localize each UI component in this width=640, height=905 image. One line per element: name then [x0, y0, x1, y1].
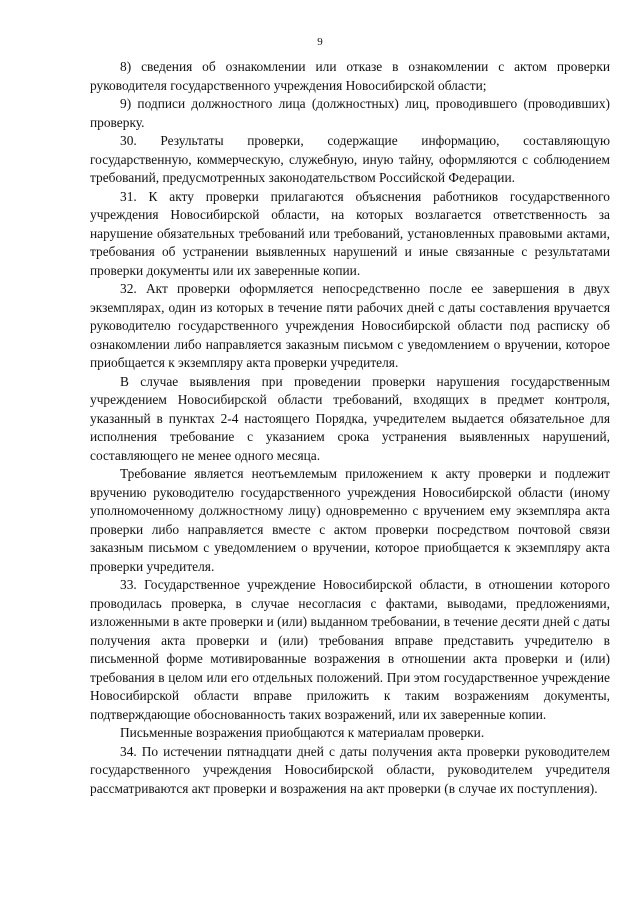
paragraph-32: 32. Акт проверки оформляется непосредственно после ее завершения в двух экземплярах, один из которых в течение пяти рабочих дней с даты составления вручается руководителю государственного учреждения Новосибирской области под расписку об ознакомлении либо направляется заказным письмом с уведомлением о вручении, которое приобщается к экземпляру акта проверки учредителя.: [90, 281, 610, 370]
paragraph-item-8: 8) сведения об ознакомлении или отказе в ознакомлении с актом проверки руководителя государственного учреждения Новосибирской области;: [90, 59, 610, 93]
paragraph-31: 31. К акту проверки прилагаются объяснения работников государственного учреждения Новосибирской области, на которых возлагается ответственность за нарушение обязательных требований или требований, установленных правовыми актами, требования об устранении выявленных нарушений и иные связанные с результатами проверки документы или их заверенные копии.: [90, 188, 610, 278]
document-body: [90, 58, 610, 798]
paragraph-32-violations: В случае выявления при проведении проверки нарушения государственным учреждением Новосибирской области требований, входящих в предмет контроля, указанный в пунктах 2-4 настоящего Порядка, учредителем выдается обязательное для исполнения требование с указанием срока устранения выявленных нарушений, составляющего не менее одного месяца.: [90, 373, 610, 463]
paragraph-33: 33. Государственное учреждение Новосибирской области, в отношении которого проводилась проверка, в случае несогласия с фактами, выводами, предложениями, изложенными в акте проверки и (или) выданном требовании, в течение десяти дней с даты получения акта проверки и (или) требования вправе представить учредителю в письменной форме мотивированные возражения в отношении акта проверки и (или) требования в целом или его отдельных положений. При этом государственное учреждение Новосибирской области вправе приложить к таким возражениям документы, подтверждающие обоснованность таких возражений, или их заверенные копии.: [90, 577, 610, 722]
paragraph-item-9: 9) подписи должностного лица (должностных) лиц, проводившего (проводивших) проверку.: [90, 96, 610, 130]
paragraph-33-objections: Письменные возражения приобщаются к материалам проверки.: [120, 725, 485, 740]
page-number: 9: [317, 36, 323, 48]
paragraph-32-requirement: Требование является неотъемлемым приложением к акту проверки и подлежит вручению руководителю государственного учреждения Новосибирской области (иному уполномоченному должностному лицу) одновременно с вручением ему экземпляра акта проверки либо направляется вместе с актом проверки посредством почтовой связи заказным письмом с уведомлением о вручении, которое приобщается к экземпляру акта проверки учредителя.: [90, 466, 610, 574]
paragraph-30: 30. Результаты проверки, содержащие информацию, составляющую государственную, коммерческую, служебную, иную тайну, оформляются с соблюдением требований, предусмотренных законодательством Российской Федерации.: [90, 133, 610, 185]
paragraph-34: 34. По истечении пятнадцати дней с даты получения акта проверки руководителем государственного учреждения Новосибирской области, руководителем учредителя рассматриваются акт проверки и возражения на акт проверки (в случае их поступления).: [90, 743, 610, 796]
